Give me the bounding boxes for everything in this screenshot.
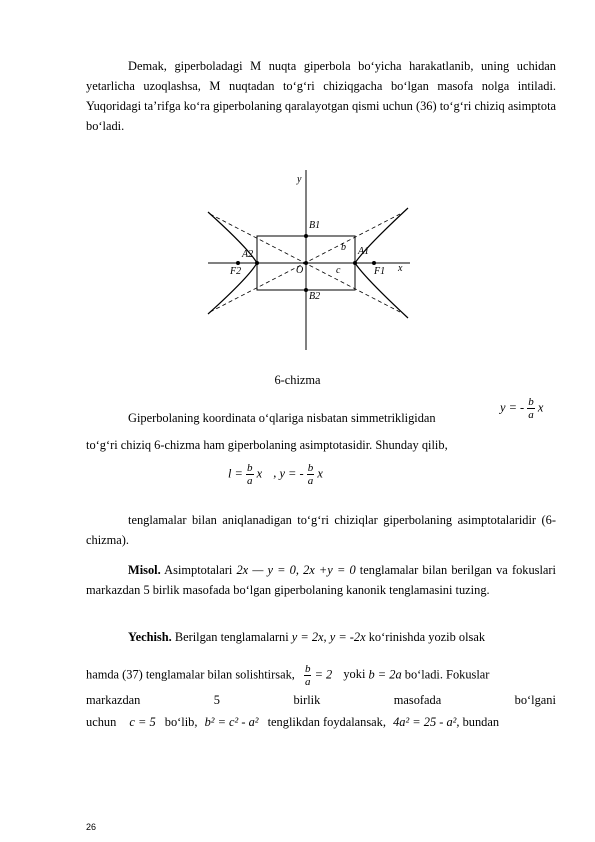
label-x: x bbox=[398, 263, 403, 274]
formula-1: y = - $\frac{b}{a}$ x bbox=[500, 396, 544, 421]
label-o: O bbox=[296, 265, 304, 276]
label-b: b bbox=[341, 242, 346, 253]
point-b1 bbox=[304, 234, 308, 238]
label-a1: A1 bbox=[358, 246, 370, 257]
point-f2 bbox=[236, 261, 240, 265]
point-a2 bbox=[255, 261, 259, 265]
page-number: 26 bbox=[86, 822, 97, 832]
hamda-line: hamda (37) tenglamalar bilan solishtirsak, $\frac{b}{a}$ = 2 yoki b = 2a bo‘ladi. Fokuslar bbox=[86, 663, 490, 688]
point-a1 bbox=[353, 261, 357, 265]
label-y: y bbox=[297, 174, 302, 185]
point-b2 bbox=[304, 288, 308, 292]
point-f1 bbox=[372, 261, 376, 265]
misol-paragraph: Misol. Asimptotalari 2x — y = 0, 2x +y = 0 tenglamalar bilan berilgan va fokuslari markazdan 5 birlik masofada bo‘lgan giperbolaning kanonik tenglamasini tuzing. bbox=[86, 563, 556, 597]
para2-line1: Giperbolaning koordinata o‘qlariga nisbatan simmetrikligidan bbox=[128, 411, 436, 425]
paragraph-1: Demak, giperboladagi M nuqta giperbola bo‘yicha harakatlanib, uning uchidan yetarlicha uzoqlashsa, M nuqtadan to‘g‘ri chiziqgacha bo‘lgan masofa nolga intiladi. Yuqoridagi ta’rifga ko‘ra giperbolaning qaralayotgan qismi uchun (36) to‘g‘ri chiziq asimptota bo‘ladi. bbox=[86, 59, 557, 133]
label-f1: F1 bbox=[374, 266, 386, 277]
formula-2: l = $\frac{b}{a}$ x , y = - $\frac{b}{a}$ x bbox=[228, 462, 323, 487]
point-o bbox=[304, 261, 308, 265]
label-f2: F2 bbox=[230, 266, 242, 277]
label-b1: B1 bbox=[309, 220, 321, 231]
para2-line2: to‘g‘ri chiziq 6-chizma ham giperbolaning asimptotasidir. Shunday qilib, bbox=[86, 438, 448, 452]
figure-caption: 6-chizma bbox=[274, 373, 321, 387]
label-a2: A2 bbox=[242, 249, 254, 260]
yechish-paragraph: Yechish. Berilgan tenglamalarni y = 2x, y = -2x ko‘rinishda yozib olsak bbox=[128, 630, 486, 644]
markazdan-line: markazdan 5 birlik masofada bo‘lgani bbox=[86, 693, 556, 707]
label-b2: B2 bbox=[309, 291, 321, 302]
label-c: c bbox=[336, 265, 341, 276]
uchun-line: uchun c = 5 bo‘lib, b² = c² - a² tenglikdan foydalansak, 4a² = 25 - a², bundan bbox=[86, 715, 500, 729]
paragraph-3: tenglamalar bilan aniqlanadigan to‘g‘ri chiziqlar giperbolaning asimptotalaridir (6-chizma). bbox=[86, 513, 556, 547]
hyperbola-figure bbox=[200, 168, 415, 353]
